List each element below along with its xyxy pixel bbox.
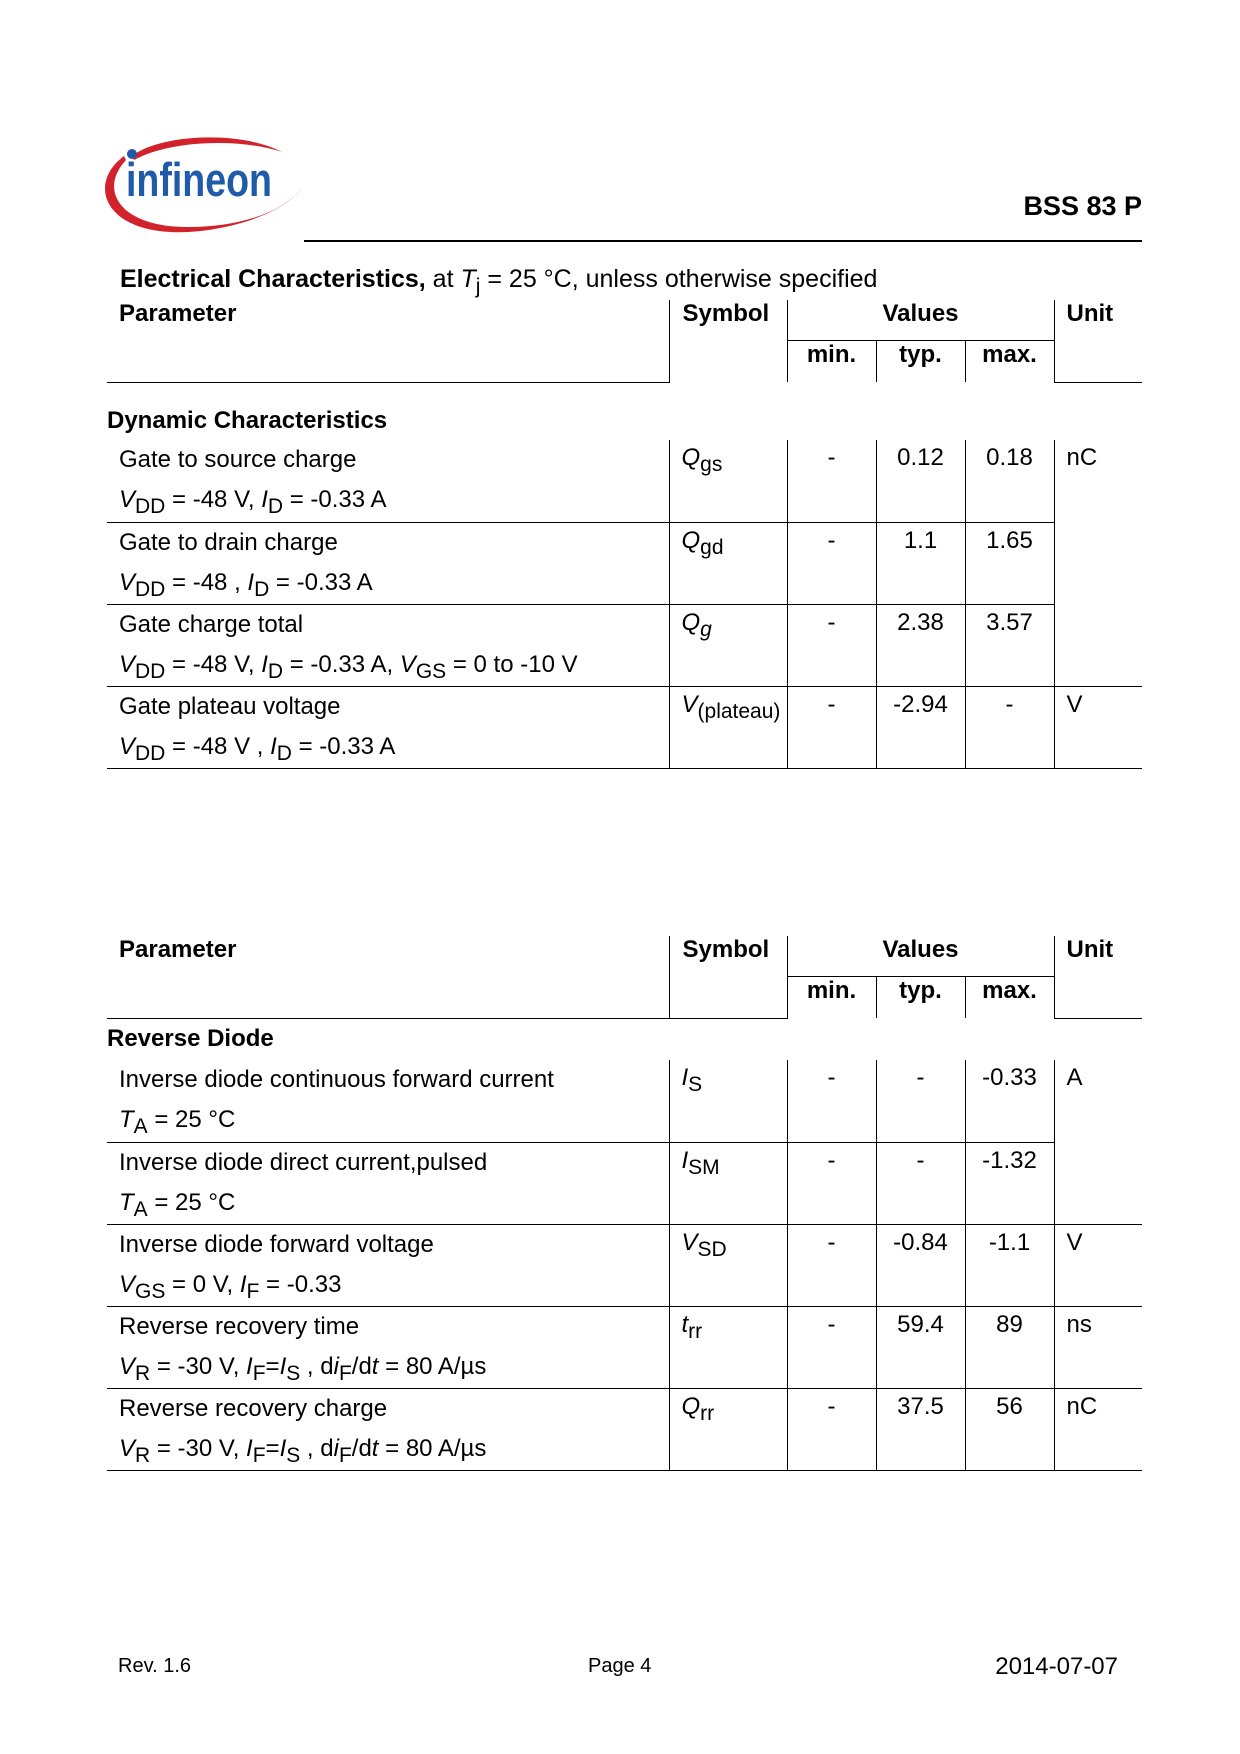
- value-max: 3.57: [965, 604, 1054, 686]
- value-typ: -2.94: [876, 686, 965, 768]
- value-typ: 59.4: [876, 1306, 965, 1388]
- header-rule: [304, 240, 1142, 242]
- value-typ: -: [876, 1060, 965, 1142]
- value-typ: 1.1: [876, 522, 965, 604]
- header-values: Values: [787, 936, 1054, 976]
- symbol: $Q_{gd}$: [669, 522, 787, 604]
- footer-page-number: Page 4: [588, 1655, 652, 1677]
- unit: ns: [1054, 1306, 1142, 1388]
- section-reverse-diode: Reverse Diode: [107, 1024, 274, 1052]
- table-title-bold: Electrical Characteristics,: [120, 265, 426, 293]
- value-min: -: [787, 686, 876, 768]
- header-unit: Unit: [1054, 936, 1142, 1018]
- param-name: Inverse diode continuous forward current: [119, 1066, 554, 1093]
- value-max: -1.32: [965, 1142, 1054, 1224]
- symbol: $V_{(plateau)}$: [669, 686, 787, 768]
- param-name: Gate to source charge: [119, 446, 357, 473]
- value-max: 56: [965, 1388, 1054, 1470]
- part-number: BSS 83 P: [1023, 191, 1142, 221]
- value-min: -: [787, 522, 876, 604]
- symbol: $Q_{gs}$: [669, 440, 787, 522]
- header-max: max.: [965, 976, 1054, 1018]
- unit: [1054, 604, 1142, 686]
- param-name: Inverse diode direct current,pulsed: [119, 1148, 488, 1176]
- value-min: -: [787, 604, 876, 686]
- param-condition: $V_{GS} = 0$ V, $I_F = -0.33$: [119, 1270, 342, 1303]
- param-condition: $T_A = 25$ °C: [119, 1188, 236, 1221]
- value-max: -0.33: [965, 1060, 1054, 1142]
- header-parameter: Parameter: [119, 300, 237, 327]
- header-parameter: Parameter: [119, 936, 237, 963]
- value-max: 89: [965, 1306, 1054, 1388]
- section-dynamic-characteristics: Dynamic Characteristics: [107, 406, 388, 434]
- table-title: Electrical Characteristics, at $T_j = 25$ °C, unless otherwise specified: [120, 265, 878, 298]
- param-name: Inverse diode forward voltage: [119, 1230, 434, 1258]
- table-row: [107, 1388, 1142, 1470]
- value-max: 1.65: [965, 522, 1054, 604]
- header-min: min.: [787, 976, 876, 1018]
- value-min: -: [787, 1306, 876, 1388]
- footer-date: 2014-07-07: [995, 1653, 1118, 1680]
- header-symbol: Symbol: [669, 300, 787, 382]
- unit: [1054, 1142, 1142, 1224]
- table-row: [107, 604, 1142, 686]
- value-min: -: [787, 1388, 876, 1470]
- param-condition: $V_{DD} = -48$ V , $I_D = -0.33$ A: [119, 732, 396, 765]
- table-row: [107, 522, 1142, 604]
- dynamic-characteristics-table: [107, 300, 1142, 769]
- param-condition: $V_R = -30$ V, $I_F=I_S$ , $di_F/dt = 80$ A/µs: [119, 1352, 487, 1385]
- logo-text: infineon: [126, 153, 272, 206]
- value-max: -: [965, 686, 1054, 768]
- symbol: $t_{rr}$: [669, 1306, 787, 1388]
- unit: V: [1054, 686, 1142, 768]
- value-typ: -: [876, 1142, 965, 1224]
- symbol: $V_{SD}$: [669, 1224, 787, 1306]
- header-symbol: Symbol: [669, 936, 787, 1018]
- param-condition: $V_{DD} = -48$ V, $I_D = -0.33$ A, $V_{GS} = 0$ to -10 V: [119, 650, 578, 683]
- unit: nC: [1054, 440, 1142, 522]
- table-row: [107, 1060, 1142, 1142]
- symbol: $I_{SM}$: [669, 1142, 787, 1224]
- param-condition: $V_{DD} = -48$ V, $I_D = -0.33$ A: [119, 486, 387, 518]
- value-typ: -0.84: [876, 1224, 965, 1306]
- value-typ: 2.38: [876, 604, 965, 686]
- param-condition: $V_R = -30$ V, $I_F=I_S$ , $di_F/dt = 80$ A/µs: [119, 1434, 487, 1467]
- table-row: [107, 686, 1142, 768]
- param-name: Gate to drain charge: [119, 528, 338, 556]
- symbol: $I_S$: [669, 1060, 787, 1142]
- value-min: -: [787, 1142, 876, 1224]
- table-row: [107, 1306, 1142, 1388]
- value-max: 0.18: [965, 440, 1054, 522]
- param-name: Gate plateau voltage: [119, 692, 341, 720]
- value-max: -1.1: [965, 1224, 1054, 1306]
- unit: A: [1054, 1060, 1142, 1142]
- header-typ: typ.: [876, 976, 965, 1018]
- value-typ: 0.12: [876, 440, 965, 522]
- footer-revision: Rev. 1.6: [118, 1655, 191, 1677]
- param-name: Gate charge total: [119, 610, 304, 638]
- unit: nC: [1054, 1388, 1142, 1470]
- header-typ: typ.: [876, 340, 965, 382]
- param-condition: $T_A = 25$ °C: [119, 1106, 236, 1138]
- param-condition: $V_{DD} = -48$ , $I_D = -0.33$ A: [119, 568, 373, 601]
- header-min: min.: [787, 340, 876, 382]
- param-name: Reverse recovery charge: [119, 1394, 388, 1422]
- infineon-logo: [100, 136, 310, 240]
- table-row: [107, 1224, 1142, 1306]
- param-name: Reverse recovery time: [119, 1312, 360, 1340]
- header-max: max.: [965, 340, 1054, 382]
- symbol: $Q_{rr}$: [669, 1388, 787, 1470]
- reverse-diode-table: [107, 936, 1142, 1471]
- table-row: [107, 1142, 1142, 1224]
- value-typ: 37.5: [876, 1388, 965, 1470]
- unit: [1054, 522, 1142, 604]
- value-min: -: [787, 1060, 876, 1142]
- header-unit: Unit: [1054, 300, 1142, 382]
- symbol: $Q_g$: [669, 604, 787, 686]
- value-min: -: [787, 1224, 876, 1306]
- header-values: Values: [787, 300, 1054, 340]
- table-row: [107, 440, 1142, 522]
- value-min: -: [787, 440, 876, 522]
- unit: V: [1054, 1224, 1142, 1306]
